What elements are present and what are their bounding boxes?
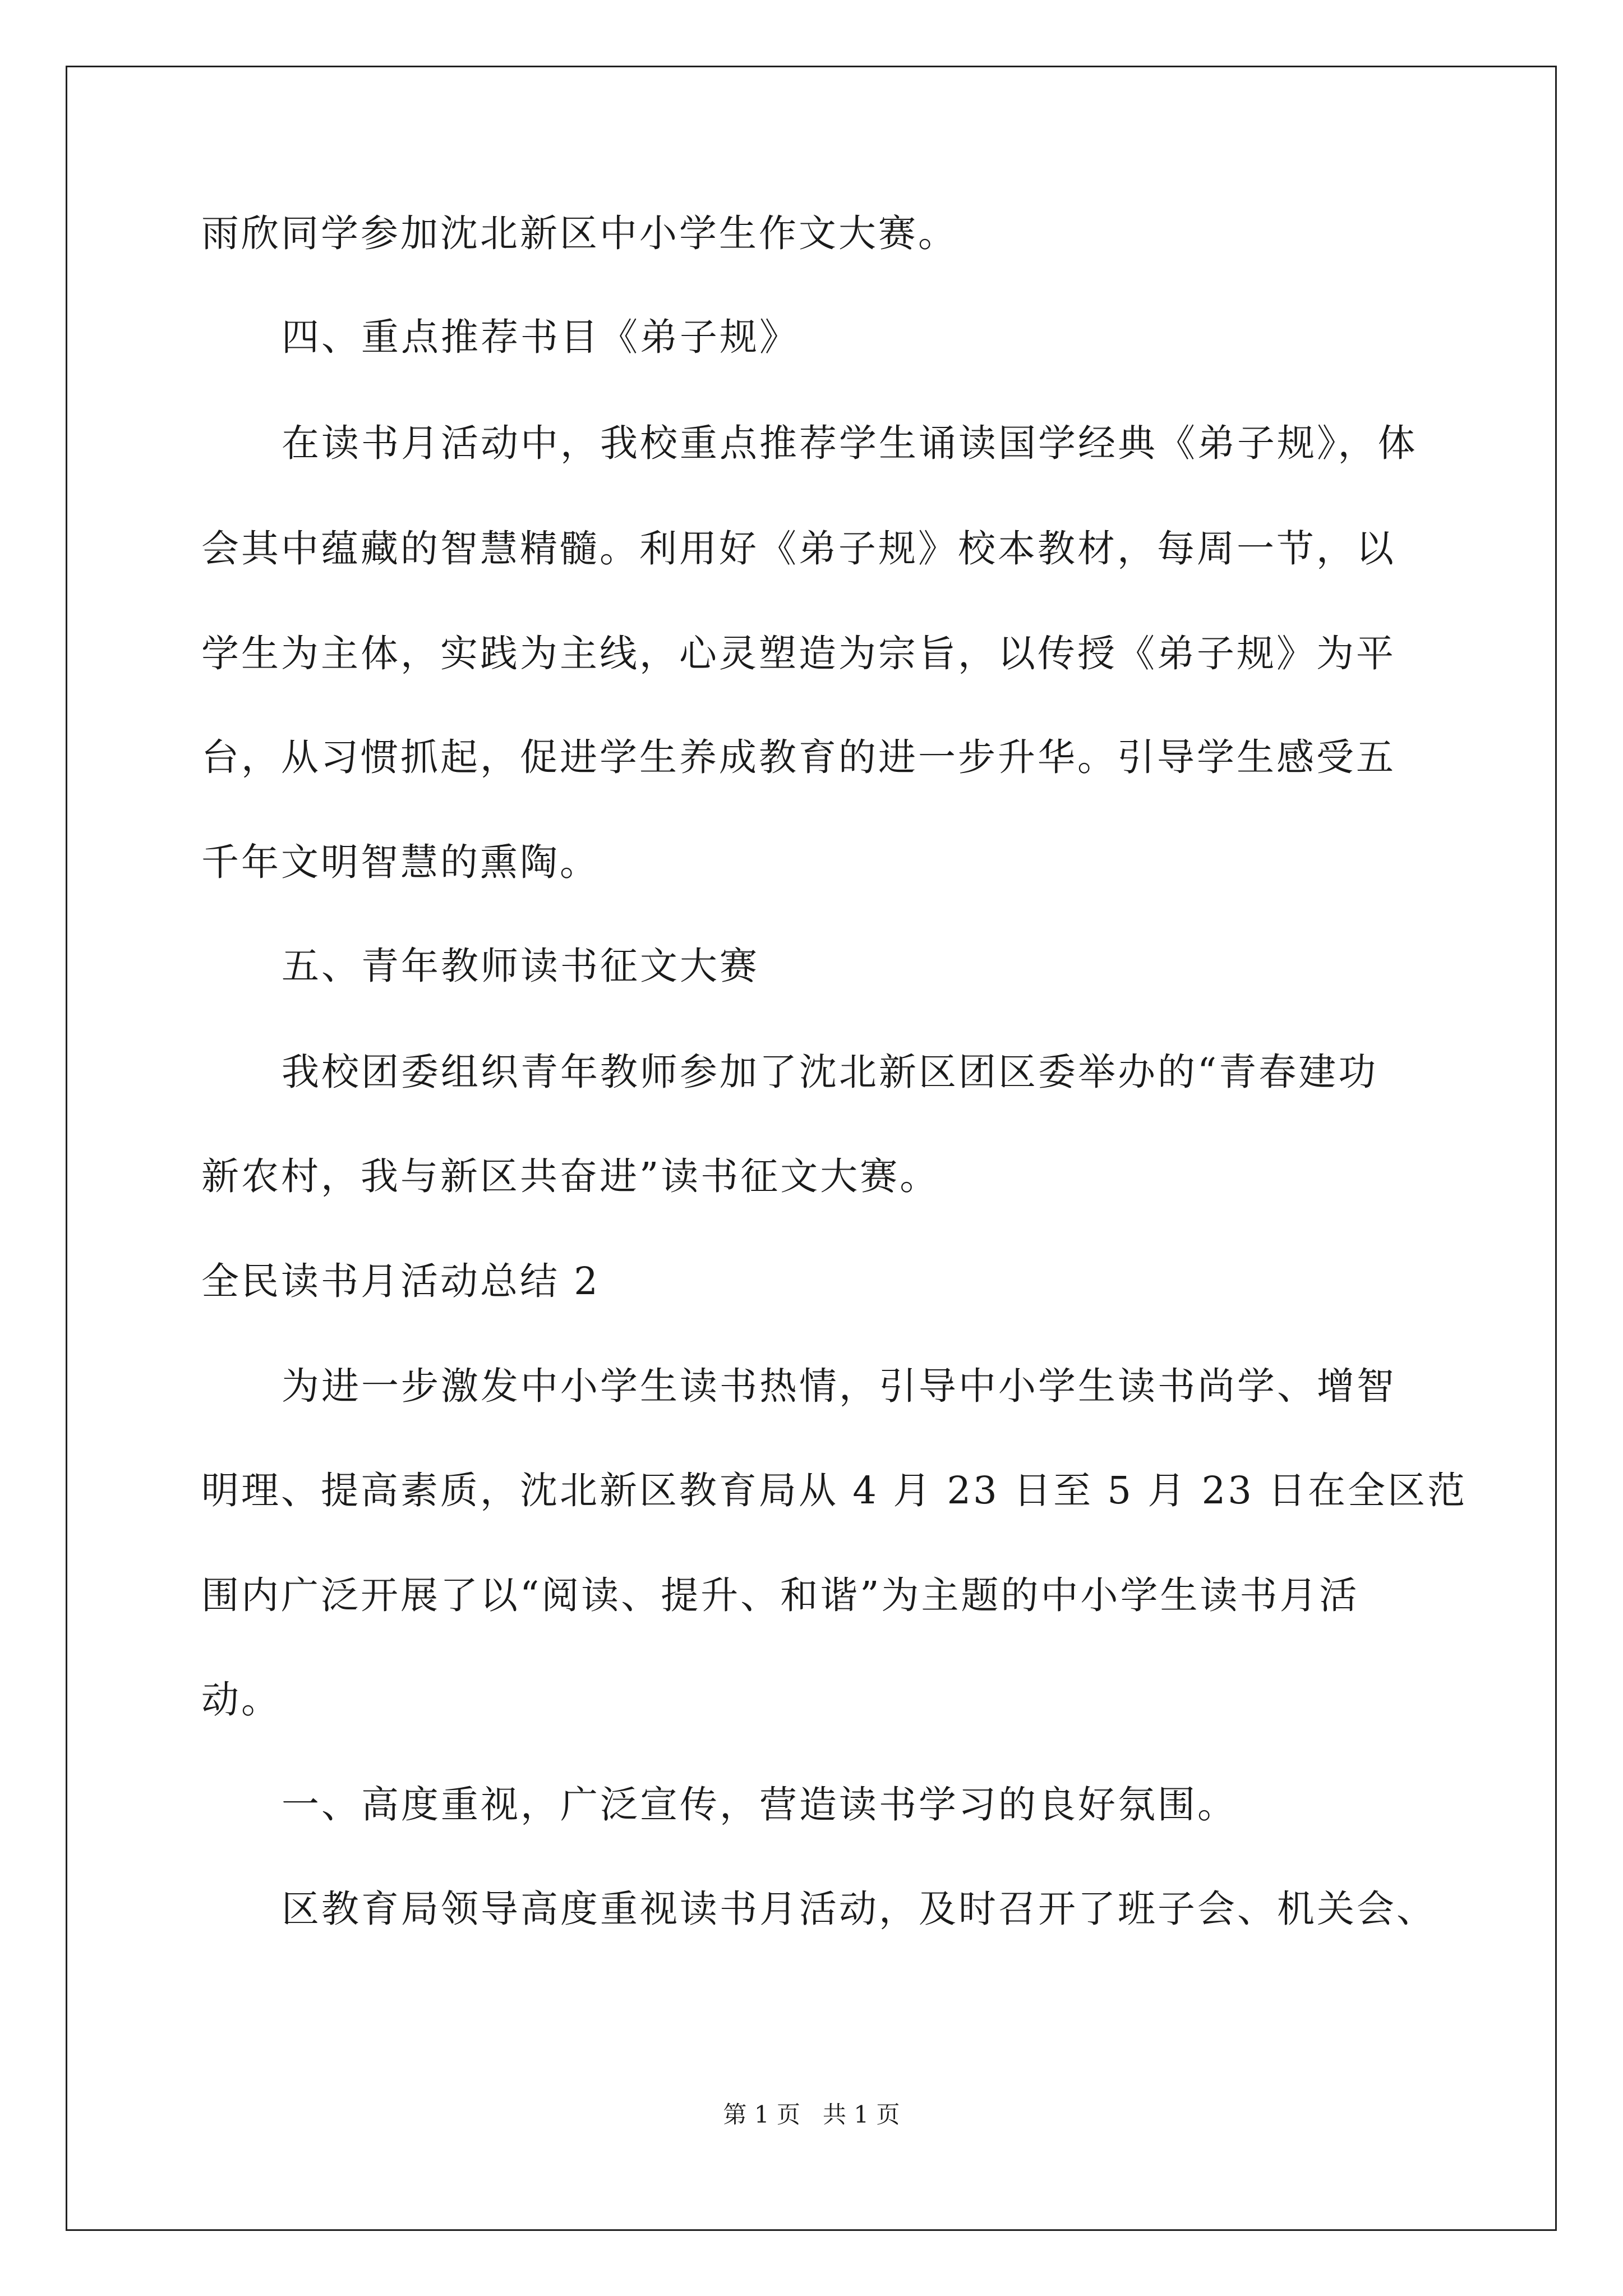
paragraph-line: 雨欣同学参加沈北新区中小学生作文大赛。 <box>201 211 958 255</box>
paragraph-line: 在读书月活动中，我校重点推荐学生诵读国学经典《弟子规》，体 <box>282 421 1418 465</box>
paragraph-line: 新农村，我与新区共奋进”读书征文大赛。 <box>201 1154 940 1198</box>
paragraph-line: 明理、提高素质，沈北新区教育局从 4 月 23 日至 5 月 23 日在全区范 <box>201 1469 1468 1512</box>
paragraph-line: 会其中蕴藏的智慧精髓。利用好《弟子规》校本教材，每周一节，以 <box>201 527 1396 570</box>
paragraph-line: 我校团委组织青年教师参加了沈北新区团区委举办的“青春建功 <box>282 1050 1378 1094</box>
section-heading-1: 一、高度重视，广泛宣传，营造读书学习的良好氛围。 <box>282 1783 1237 1826</box>
section-heading-5: 五、青年教师读书征文大赛 <box>282 944 759 988</box>
paragraph-line: 动。 <box>201 1678 281 1722</box>
paragraph-line: 围内广泛开展了以“阅读、提升、和谐”为主题的中小学生读书月活 <box>201 1573 1359 1617</box>
paragraph-line: 区教育局领导高度重视读书月活动，及时召开了班子会、机关会、 <box>282 1887 1436 1931</box>
section-heading-4: 四、重点推荐书目《弟子规》 <box>282 315 799 359</box>
document-title: 全民读书月活动总结 2 <box>201 1259 600 1303</box>
paragraph-line: 为进一步激发中小学生读书热情，引导中小学生读书尚学、增智 <box>282 1364 1396 1408</box>
paragraph-line: 台，从习惯抓起，促进学生养成教育的进一步升华。引导学生感受五 <box>201 735 1396 779</box>
paragraph-line: 千年文明智慧的熏陶。 <box>201 840 600 884</box>
page-number-footer: 第 1 页 共 1 页 <box>723 2101 900 2128</box>
paragraph-line: 学生为主体，实践为主线，心灵塑造为宗旨，以传授《弟子规》为平 <box>201 632 1396 675</box>
